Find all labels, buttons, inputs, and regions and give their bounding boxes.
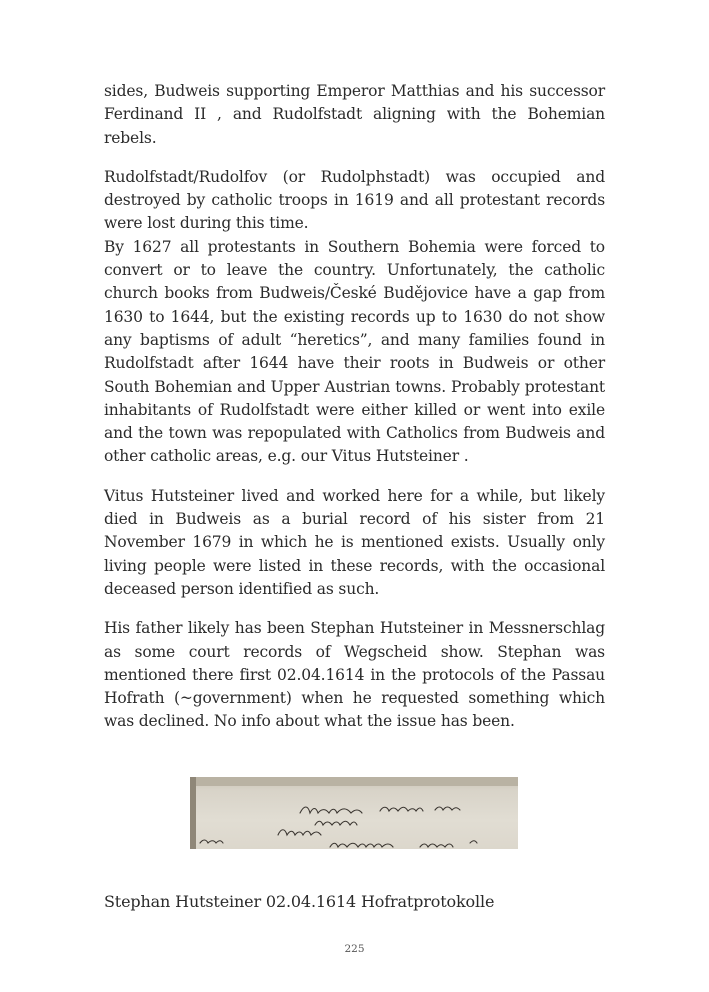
paragraph-3: By 1627 all protestants in Southern Bohemia were forced to convert or to leave the country. Unfortunately, the catholic church books from Budweis/České Budějovice have a gap from 1630 to 1644, but the existing records up to 1630 do not show any baptisms of adult “heretics”, and many families found in Rudolfstadt after 1644 have their roots in Budweis or other South Bohemian and Upper Austrian towns. Probably protestant inhabitants of Rudolfstadt were either killed or went into exile and the town was repopulated with Catholics from Budweis and other catholic areas, e.g. our Vitus Hutsteiner .	[104, 237, 605, 466]
paragraph-4: Vitus Hutsteiner lived and worked here for a while, but likely died in Budweis as a burial record of his sister from 21 November 1679 in which he is mentioned exists. Usually only living people were listed in these records, with the occasional deceased person identified as such.	[104, 486, 605, 598]
manuscript-handwriting	[190, 777, 518, 849]
paragraph-5: His father likely has been Stephan Hutsteiner in Messnerschlag as some court records of Wegscheid show. Stephan was mentioned there first 02.04.1614 in the protocols of the Passau Hofrath (~government) when he requested something which was declined. No info about what the issue has been.	[104, 619, 605, 731]
body-text	[104, 80, 605, 750]
manuscript-image	[190, 777, 518, 849]
paragraph-1: sides, Budweis supporting Emperor Matthias and his successor Ferdinand II , and Rudolfstadt aligning with the Bohemian rebels.	[104, 82, 605, 147]
page-number: 225	[344, 943, 365, 955]
paragraph-2: Rudolfstadt/Rudolfov (or Rudolphstadt) was occupied and destroyed by catholic troops in 1619 and all protestant records were lost during this time.	[104, 167, 605, 233]
figure-caption: Stephan Hutsteiner 02.04.1614 Hofratprotokolle	[104, 892, 495, 911]
